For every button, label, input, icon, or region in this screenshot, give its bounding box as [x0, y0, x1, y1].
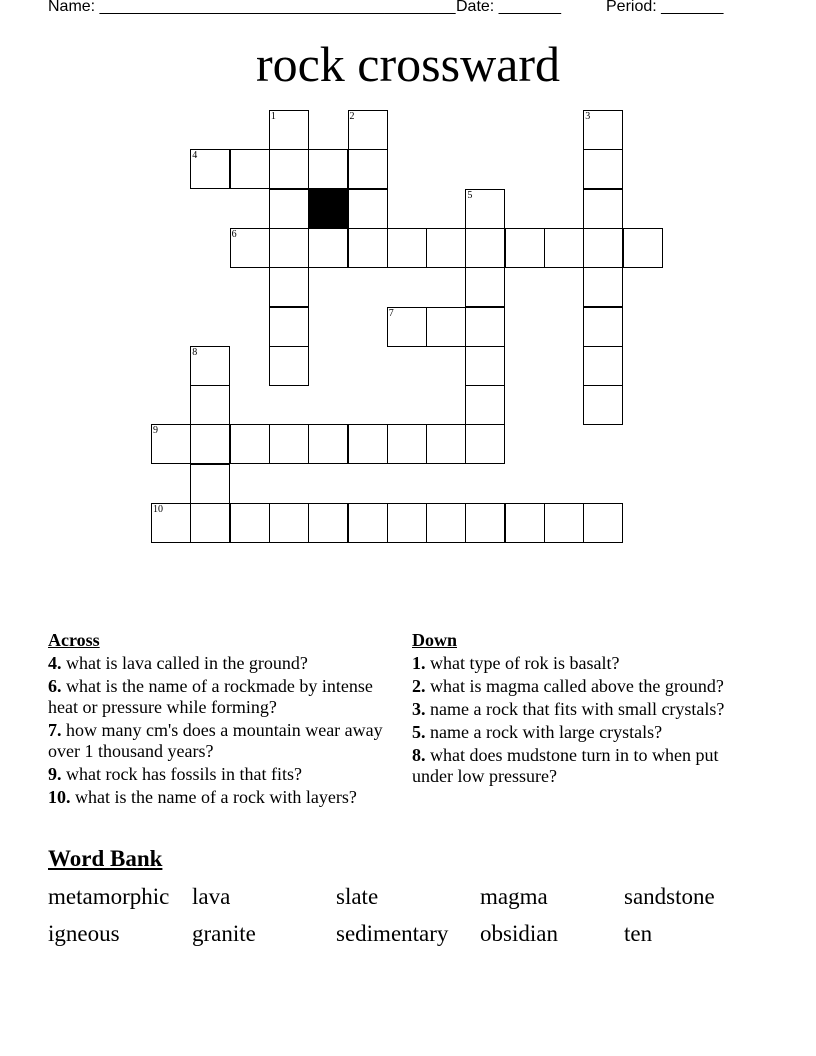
grid-cell[interactable]: [190, 503, 230, 543]
word-bank-title: Word Bank: [48, 846, 163, 871]
clue-across-4: [48, 653, 393, 674]
name-field[interactable]: Name: ________________________________________: [48, 0, 456, 15]
word-bank-item: sandstone: [624, 884, 715, 909]
grid-cell[interactable]: [348, 228, 388, 268]
clue-down-3: [412, 699, 757, 720]
grid-cell[interactable]: [583, 110, 623, 150]
clue-number: 10.: [48, 787, 71, 807]
grid-cell[interactable]: [190, 385, 230, 425]
cell-number: 9: [153, 425, 158, 437]
clue-number: 4.: [48, 653, 62, 673]
grid-cell[interactable]: [348, 189, 388, 229]
clue-text: how many cm's does a mountain wear away over 1 thousand years?: [48, 720, 383, 761]
clue-text: name a rock with large crystals?: [430, 722, 663, 742]
word-bank-item: slate: [336, 884, 379, 909]
word-bank-item: lava: [192, 884, 231, 909]
grid-cell[interactable]: [465, 385, 505, 425]
grid-cell[interactable]: [387, 503, 427, 543]
grid-cell[interactable]: [348, 110, 388, 150]
page-title: rock crossward: [255, 36, 561, 92]
grid-cell[interactable]: [269, 228, 309, 268]
word-bank-item: igneous: [48, 921, 120, 946]
grid-cell[interactable]: [308, 149, 348, 189]
grid-cell[interactable]: [230, 228, 270, 268]
clue-text: what is magma called above the ground?: [430, 676, 724, 696]
clue-across-7: [48, 720, 393, 762]
clue-text: name a rock that fits with small crystals?: [430, 699, 725, 719]
clue-text: what is the name of a rock with layers?: [75, 787, 357, 807]
grid-cell[interactable]: [505, 503, 545, 543]
clue-across-10: [48, 787, 393, 808]
clue-down-5: [412, 722, 757, 743]
grid-cell[interactable]: [465, 307, 505, 347]
grid-cell[interactable]: [151, 424, 191, 464]
grid-cell[interactable]: [465, 503, 505, 543]
grid-cell[interactable]: [308, 424, 348, 464]
grid-cell[interactable]: [505, 228, 545, 268]
cell-number: 10: [153, 504, 163, 515]
grid-cell[interactable]: [544, 503, 584, 543]
cell-number: 1: [270, 111, 276, 122]
clue-text: what does mudstone turn in to when put under low pressure?: [412, 745, 719, 786]
grid-cell[interactable]: [387, 307, 427, 347]
grid-cell[interactable]: [426, 503, 466, 543]
blocked-cell: [308, 189, 348, 229]
grid-cell[interactable]: [583, 189, 623, 229]
grid-cell[interactable]: [623, 228, 663, 268]
date-field[interactable]: Date: _______: [456, 0, 561, 15]
clue-text: what type of rok is basalt?: [430, 653, 620, 673]
grid-cell[interactable]: [348, 424, 388, 464]
clue-down-1: [412, 653, 757, 674]
clue-number: 2.: [412, 676, 426, 696]
cell-number: 5: [467, 189, 473, 201]
grid-cell[interactable]: [387, 424, 427, 464]
grid-cell[interactable]: [583, 228, 623, 268]
grid-cell[interactable]: [465, 424, 505, 464]
clue-number: 8.: [412, 745, 426, 765]
clue-number: 1.: [412, 653, 426, 673]
grid-cell[interactable]: [230, 149, 270, 189]
grid-cell[interactable]: [269, 503, 309, 543]
clue-number: 5.: [412, 722, 426, 742]
across-heading: Across: [48, 630, 100, 650]
clue-number: 6.: [48, 676, 62, 696]
grid-cell[interactable]: [465, 267, 505, 307]
cell-number: 7: [388, 307, 394, 319]
grid-cell[interactable]: [190, 424, 230, 464]
grid-cell[interactable]: [465, 228, 505, 268]
grid-cell[interactable]: [348, 149, 388, 189]
down-heading: Down: [412, 630, 458, 650]
grid-cell[interactable]: [583, 503, 623, 543]
clue-number: 7.: [48, 720, 62, 740]
grid-cell[interactable]: [583, 267, 623, 307]
word-bank-item: magma: [480, 884, 548, 909]
grid-cell[interactable]: [190, 346, 230, 386]
grid-cell[interactable]: [269, 346, 309, 386]
grid-cell[interactable]: [230, 503, 270, 543]
grid-cell[interactable]: [190, 464, 230, 504]
clue-down-8: [412, 745, 757, 787]
cell-number: 8: [192, 346, 198, 358]
clue-across-9: [48, 764, 393, 785]
word-bank-item: metamorphic: [48, 884, 170, 909]
grid-cell[interactable]: [269, 149, 309, 189]
clue-number: 9.: [48, 764, 62, 784]
clue-down-2: [412, 676, 757, 697]
clue-text: what is lava called in the ground?: [66, 653, 308, 673]
grid-cell[interactable]: [465, 189, 505, 229]
grid-cell[interactable]: [151, 503, 191, 543]
clue-across-6: [48, 676, 393, 718]
grid-cell[interactable]: [230, 424, 270, 464]
cell-number: 3: [585, 111, 591, 122]
word-bank-item: obsidian: [480, 921, 558, 946]
grid-cell[interactable]: [269, 424, 309, 464]
grid-cell[interactable]: [426, 424, 466, 464]
clue-number: 3.: [412, 699, 426, 719]
word-bank-item: sedimentary: [336, 921, 449, 946]
across-clues: [48, 630, 393, 810]
grid-cell[interactable]: [583, 307, 623, 347]
word-bank-item: granite: [192, 921, 256, 946]
grid-cell[interactable]: [269, 189, 309, 229]
grid-cell[interactable]: [269, 267, 309, 307]
grid-cell[interactable]: [583, 385, 623, 425]
grid-cell[interactable]: [269, 307, 309, 347]
down-clues: [412, 630, 757, 789]
word-bank-item: ten: [624, 921, 653, 946]
grid-cell[interactable]: [583, 346, 623, 386]
grid-cell[interactable]: [269, 110, 309, 150]
grid-cell[interactable]: [348, 503, 388, 543]
grid-cell[interactable]: [190, 149, 230, 189]
cell-number: 2: [349, 111, 355, 122]
grid-cell[interactable]: [465, 346, 505, 386]
grid-cell[interactable]: [426, 228, 466, 268]
period-field[interactable]: Period: _______: [606, 0, 724, 15]
cell-number: 4: [192, 150, 198, 162]
grid-cell[interactable]: [308, 228, 348, 268]
grid-cell[interactable]: [426, 307, 466, 347]
grid-cell[interactable]: [308, 503, 348, 543]
grid-cell[interactable]: [387, 228, 427, 268]
grid-cell[interactable]: [544, 228, 584, 268]
cell-number: 6: [231, 228, 237, 240]
grid-cell[interactable]: [583, 149, 623, 189]
clue-text: what is the name of a rockmade by intense heat or pressure while forming?: [48, 676, 373, 717]
clue-text: what rock has fossils in that fits?: [66, 764, 302, 784]
